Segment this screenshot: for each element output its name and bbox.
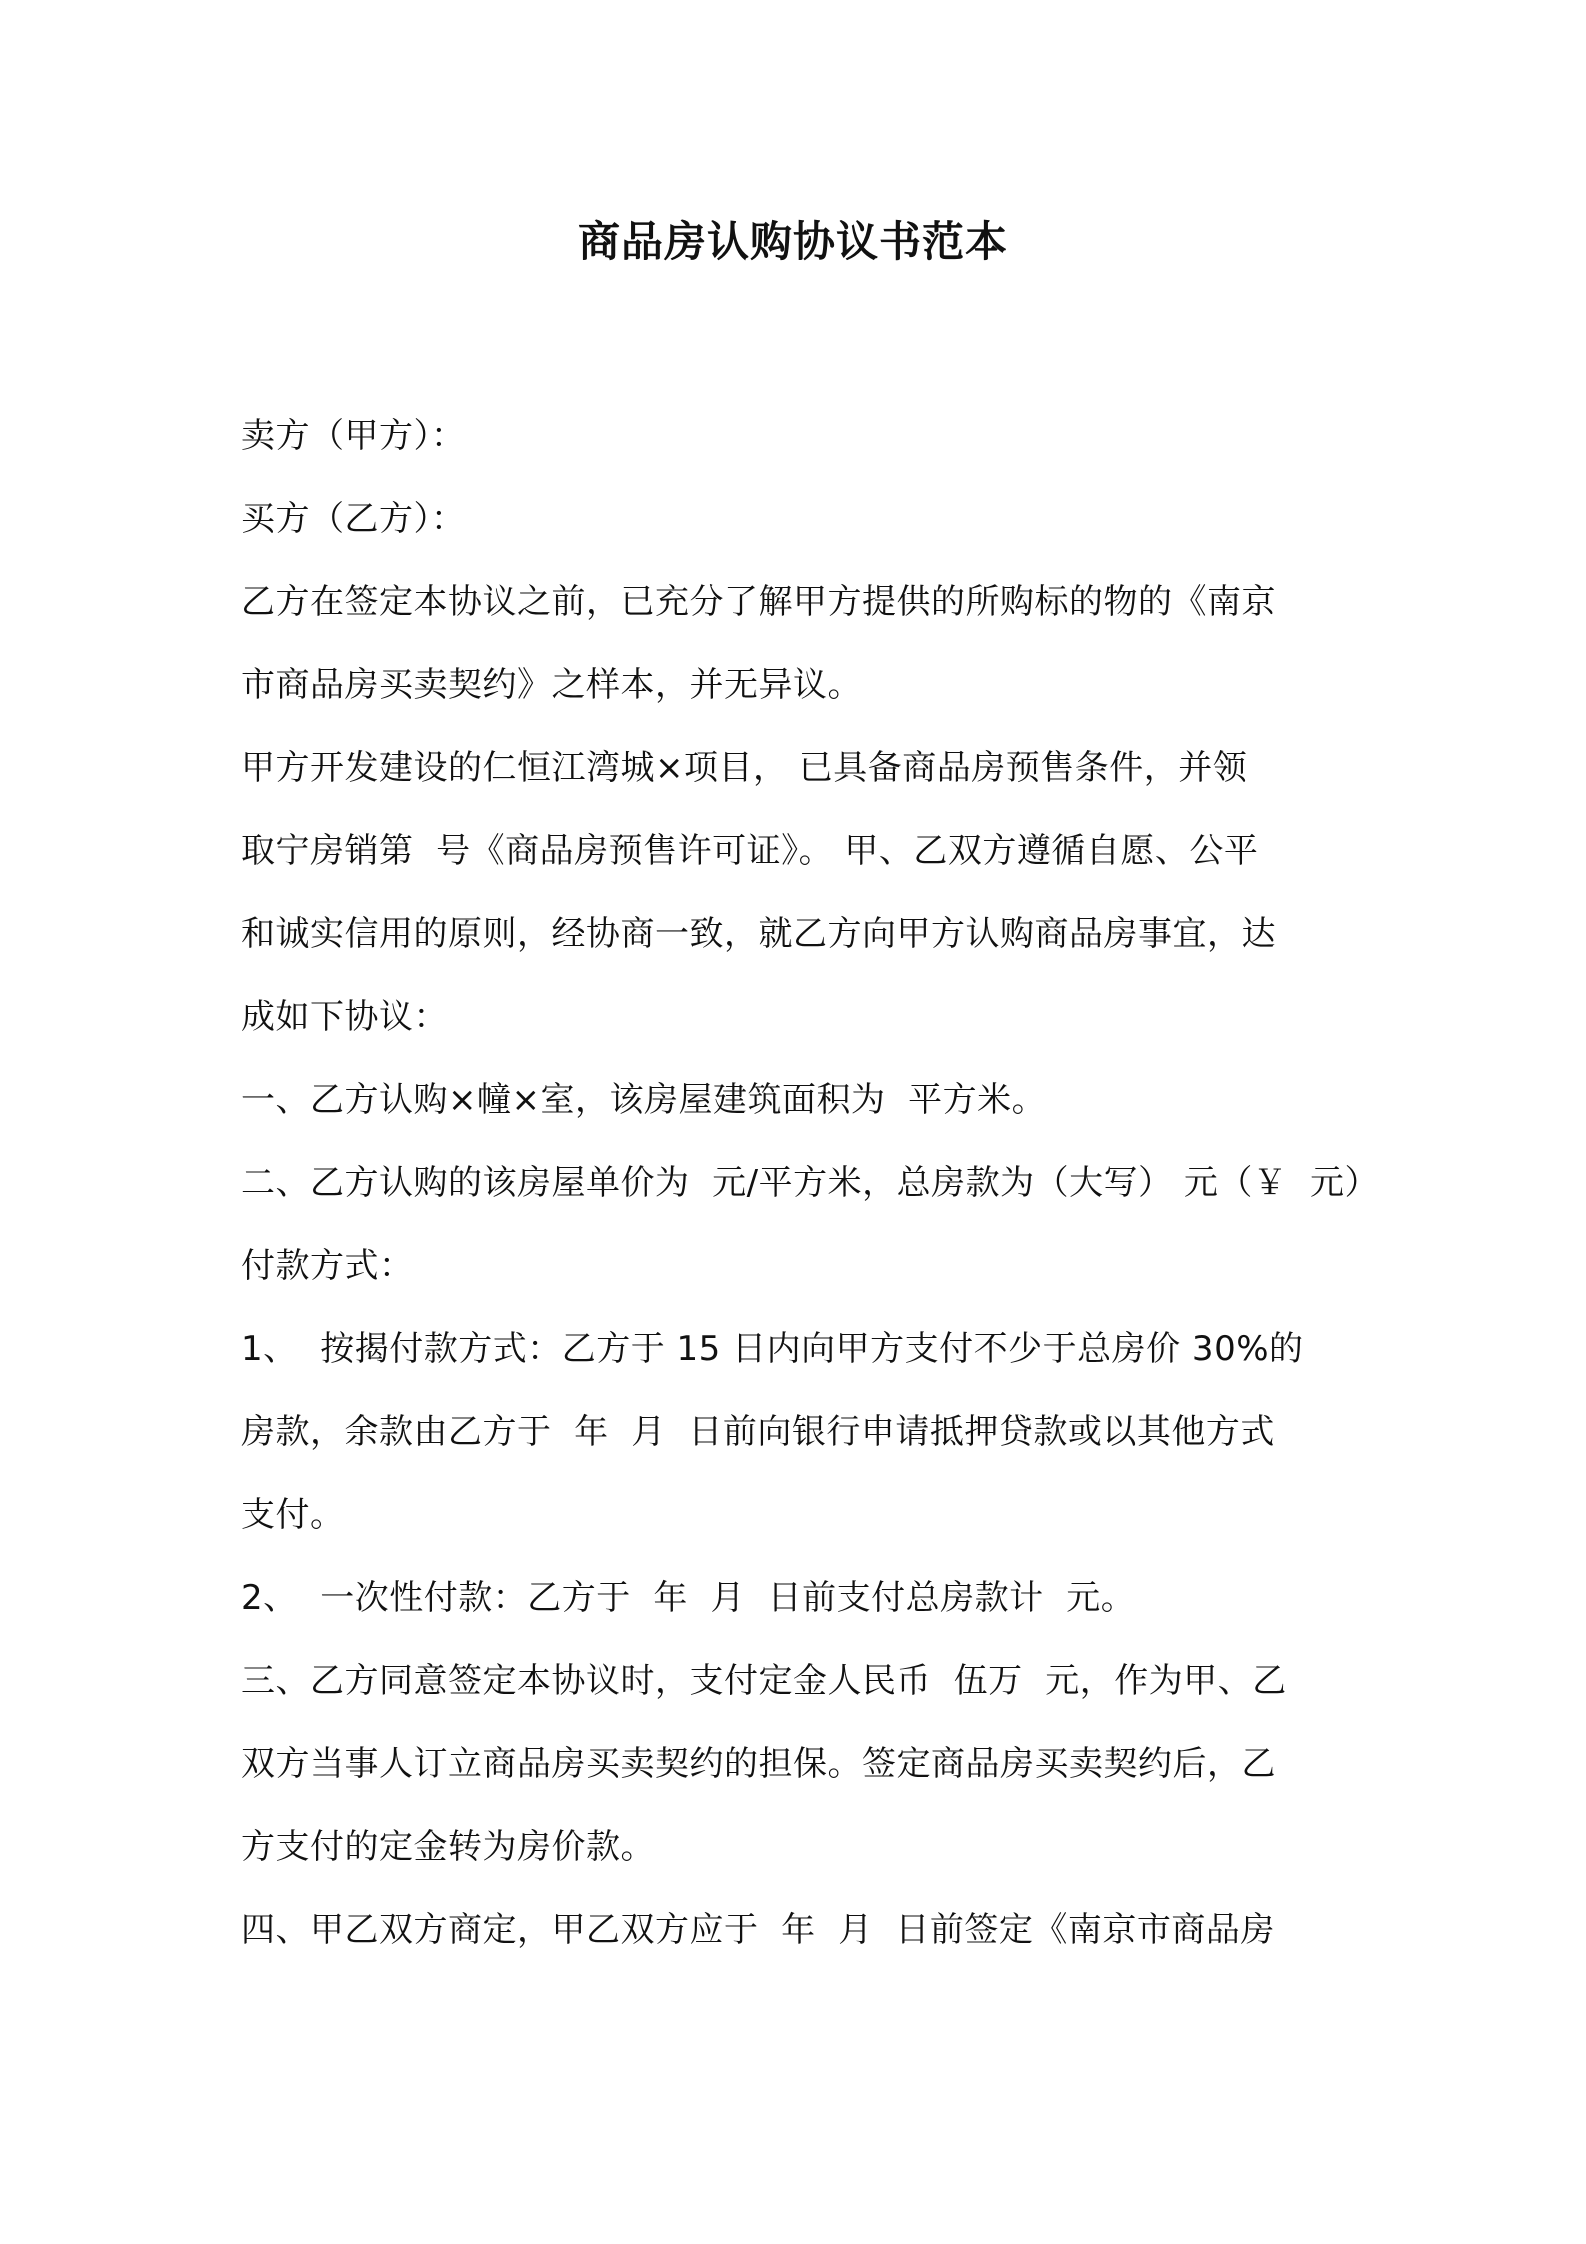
seller-line: 卖方（甲方）： (241, 416, 466, 456)
clause-line: 2、 一次性付款：乙方于 年 月 日前支付总房款计 元。 (241, 1578, 1136, 1618)
paragraph-line: 双方当事人订立商品房买卖契约的担保。签定商品房买卖契约后，乙 (241, 1744, 1276, 1784)
clause-line: 三、乙方同意签定本协议时，支付定金人民币 伍万 元，作为甲、乙 (241, 1661, 1287, 1701)
clause-line: 一、乙方认购×幢×室，该房屋建筑面积为 平方米。 (241, 1080, 1047, 1120)
paragraph-line: 乙方在签定本协议之前，已充分了解甲方提供的所购标的物的《南京 (241, 582, 1276, 622)
paragraph-line: 方支付的定金转为房价款。 (241, 1827, 655, 1867)
clause-line: 四、甲乙双方商定，甲乙双方应于 年 月 日前签定《南京市商品房 (241, 1910, 1275, 1950)
clause-line: 1、 按揭付款方式：乙方于 15 日内向甲方支付不少于总房价 30%的 (241, 1329, 1304, 1369)
paragraph-line: 取宁房销第 号《商品房预售许可证》。 甲、乙双方遵循自愿、公平 (241, 831, 1259, 871)
paragraph-line: 支付。 (241, 1495, 345, 1535)
paragraph-line: 甲方开发建设的仁恒江湾城×项目， 已具备商品房预售条件，并领 (241, 748, 1248, 788)
paragraph-line: 付款方式： (241, 1246, 414, 1286)
paragraph-line: 房款，余款由乙方于 年 月 日前向银行申请抵押贷款或以其他方式 (241, 1412, 1275, 1452)
paragraph-line: 成如下协议： (241, 997, 448, 1037)
document-title: 商品房认购协议书范本 (577, 217, 1008, 266)
paragraph-line: 市商品房买卖契约》之样本，并无异议。 (241, 665, 862, 705)
clause-line: 二、乙方认购的该房屋单价为 元/平方米，总房款为（大写） 元（￥ 元） (241, 1163, 1379, 1203)
paragraph-line: 和诚实信用的原则，经协商一致，就乙方向甲方认购商品房事宜，达 (241, 914, 1276, 954)
buyer-line: 买方（乙方）： (241, 499, 466, 539)
